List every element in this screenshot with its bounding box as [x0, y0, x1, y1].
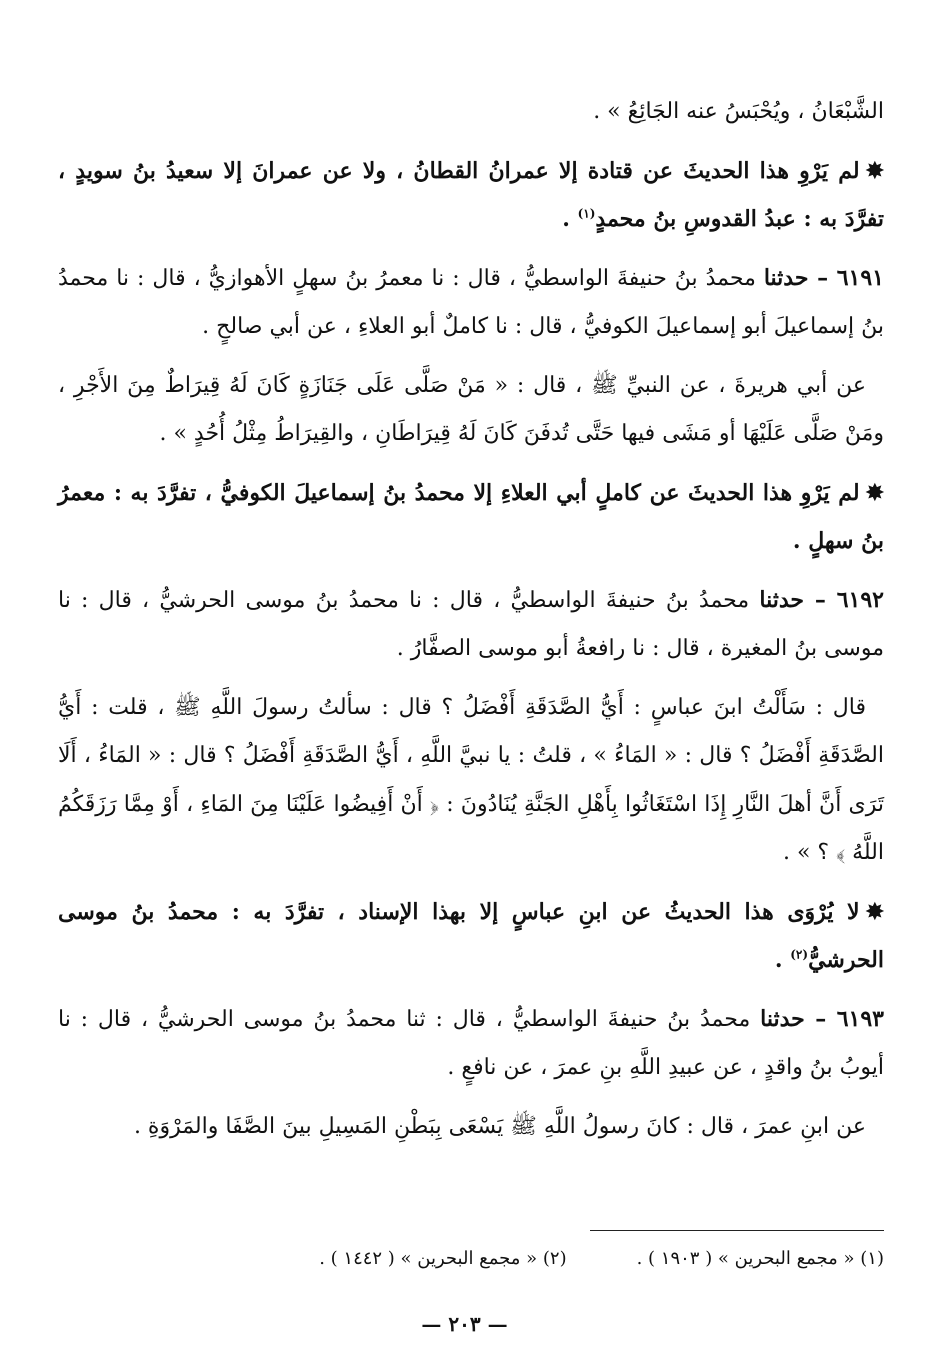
hadith-number: ٦١٩٣ – حدثنا [760, 1005, 884, 1032]
page-body [58, 88, 884, 1161]
note-3 [58, 888, 884, 985]
paragraph-1 [58, 88, 884, 137]
star-icon: ✸ [865, 157, 884, 184]
hadith-6192-matn [58, 684, 884, 878]
footnote-2: (٢) « مجمع البحرين » ( ١٤٤٢ ) . [319, 1248, 567, 1269]
footnote-ref-2[interactable]: (٢) [790, 947, 809, 962]
star-icon: ✸ [865, 479, 884, 506]
hadith-6191-matn [58, 362, 884, 459]
hadith-number: ٦١٩١ – حدثنا [763, 264, 884, 291]
footnotes [58, 1243, 884, 1275]
end-dot: . [774, 947, 791, 973]
matn-text: عن أبي هريرةَ ، عن النبيِّ ﷺ ، قال : « مَنْ صَلَّى عَلَى جَنَازَةٍ كَانَ لَهُ قِيرَاطٌ مِنَ الأَجْرِ ، ومَنْ صَلَّى عَلَيْهَا أو مَشَى فيها حَتَّى تُدفَنَ كَانَ لَهُ قِيرَاطَانِ ، والقِيرَاطُ مِثْلُ أُحُدٍ » . [58, 372, 884, 446]
isnad-text: محمدُ بنُ حنيفةَ الواسطيُّ ، قال : ثنا محمدُ بنُ موسى الحرشيُّ ، قال : نا أيوبُ بنُ واقدٍ ، عن عبيدِ اللَّهِ بنِ عمرَ ، عن نافعٍ . [58, 1006, 884, 1080]
note-2 [58, 469, 884, 566]
hadith-6191-isnad [58, 254, 884, 352]
note-1 [58, 147, 884, 244]
hadith-number: ٦١٩٢ – حدثنا [759, 586, 884, 613]
matn-text: قال : سَأَلْتُ ابنَ عباسٍ : أَيُّ الصَّدَقَةِ أَفْضَلُ ؟ قال : سألتُ رسولَ اللَّهِ ﷺ ، قلت : أَيُّ الصَّدَقَةِ أَفْضَلُ ؟ قال : « المَاءُ » ، قلتُ : يا نبيَّ اللَّهِ ، أَيُّ الصَّدَقَةِ أَفْضَلُ ؟ قال : « المَاءُ ، أَلَا تَرَى أَنَّ أهلَ النَّارِ إِذَا اسْتَغَاثُوا بِأَهْلِ الجَنَّةِ يُنَادُونَ : ﴿ أَنْ أَفِيضُوا عَلَيْنَا مِنَ المَاءِ ، أَوْ مِمَّا رَزَقَكُمُ اللَّهُ ﴾ ؟ » . [58, 694, 884, 865]
isnad-text: محمدُ بنُ حنيفةَ الواسطيُّ ، قال : نا محمدُ بنُ موسى الحرشيُّ ، قال : نا موسى بنُ المغيرة ، قال : نا رافعةُ أبو موسى الصفَّارُ . [58, 587, 884, 661]
hadith-6193-matn [58, 1103, 884, 1152]
footnote-1: (١) « مجمع البحرين » ( ١٩٠٣ ) . [636, 1248, 884, 1269]
hadith-6193-isnad [58, 995, 884, 1093]
end-dot: . [562, 206, 578, 232]
footnote-divider [590, 1230, 884, 1231]
footnote-ref-1[interactable]: (١) [577, 206, 596, 221]
isnad-text: محمدُ بنُ حنيفةَ الواسطيُّ ، قال : نا معمرُ بنُ سهلٍ الأهوازيُّ ، قال : نا محمدُ بنُ إسماعيلَ أبو إسماعيلَ الكوفيُّ ، قال : نا كاملٌ أبو العلاءِ ، عن أبي صالحٍ . [58, 265, 884, 339]
page-number: — ٢٠٣ — [421, 1312, 508, 1336]
hadith-6192-isnad [58, 576, 884, 674]
note-text: لم يَرْوِ هذا الحديثَ عن كاملٍ أبي العلاءِ إلا محمدُ بنُ إسماعيلَ الكوفيُّ ، تفرَّدَ به : معمرُ بنُ سهلٍ . [58, 479, 884, 554]
star-icon: ✸ [865, 898, 884, 925]
matn-text: عن ابنِ عمرَ ، قال : كانَ رسولُ اللَّهِ ﷺ يَسْعَى بِبَطْنِ المَسِيلِ بينَ الصَّفَا والمَرْوَةِ . [133, 1113, 866, 1139]
note-text: لا يُرْوَى هذا الحديثُ عن ابنِ عباسٍ إلا بهذا الإسناد ، تفرَّدَ به : محمدُ بنُ موسى الحرشيُّ [58, 898, 884, 973]
line-text: الشَّبْعَانُ ، ويُحْبَسُ عنه الجَائِعُ » . [593, 99, 884, 124]
note-text: لم يَرْوِ هذا الحديثَ عن قتادة إلا عمرانُ القطانُ ، ولا عن عمرانَ إلا سعيدُ بنُ سويدٍ ، تفرَّدَ به : عبدُ القدوسِ بنُ محمدٍ [58, 157, 884, 232]
